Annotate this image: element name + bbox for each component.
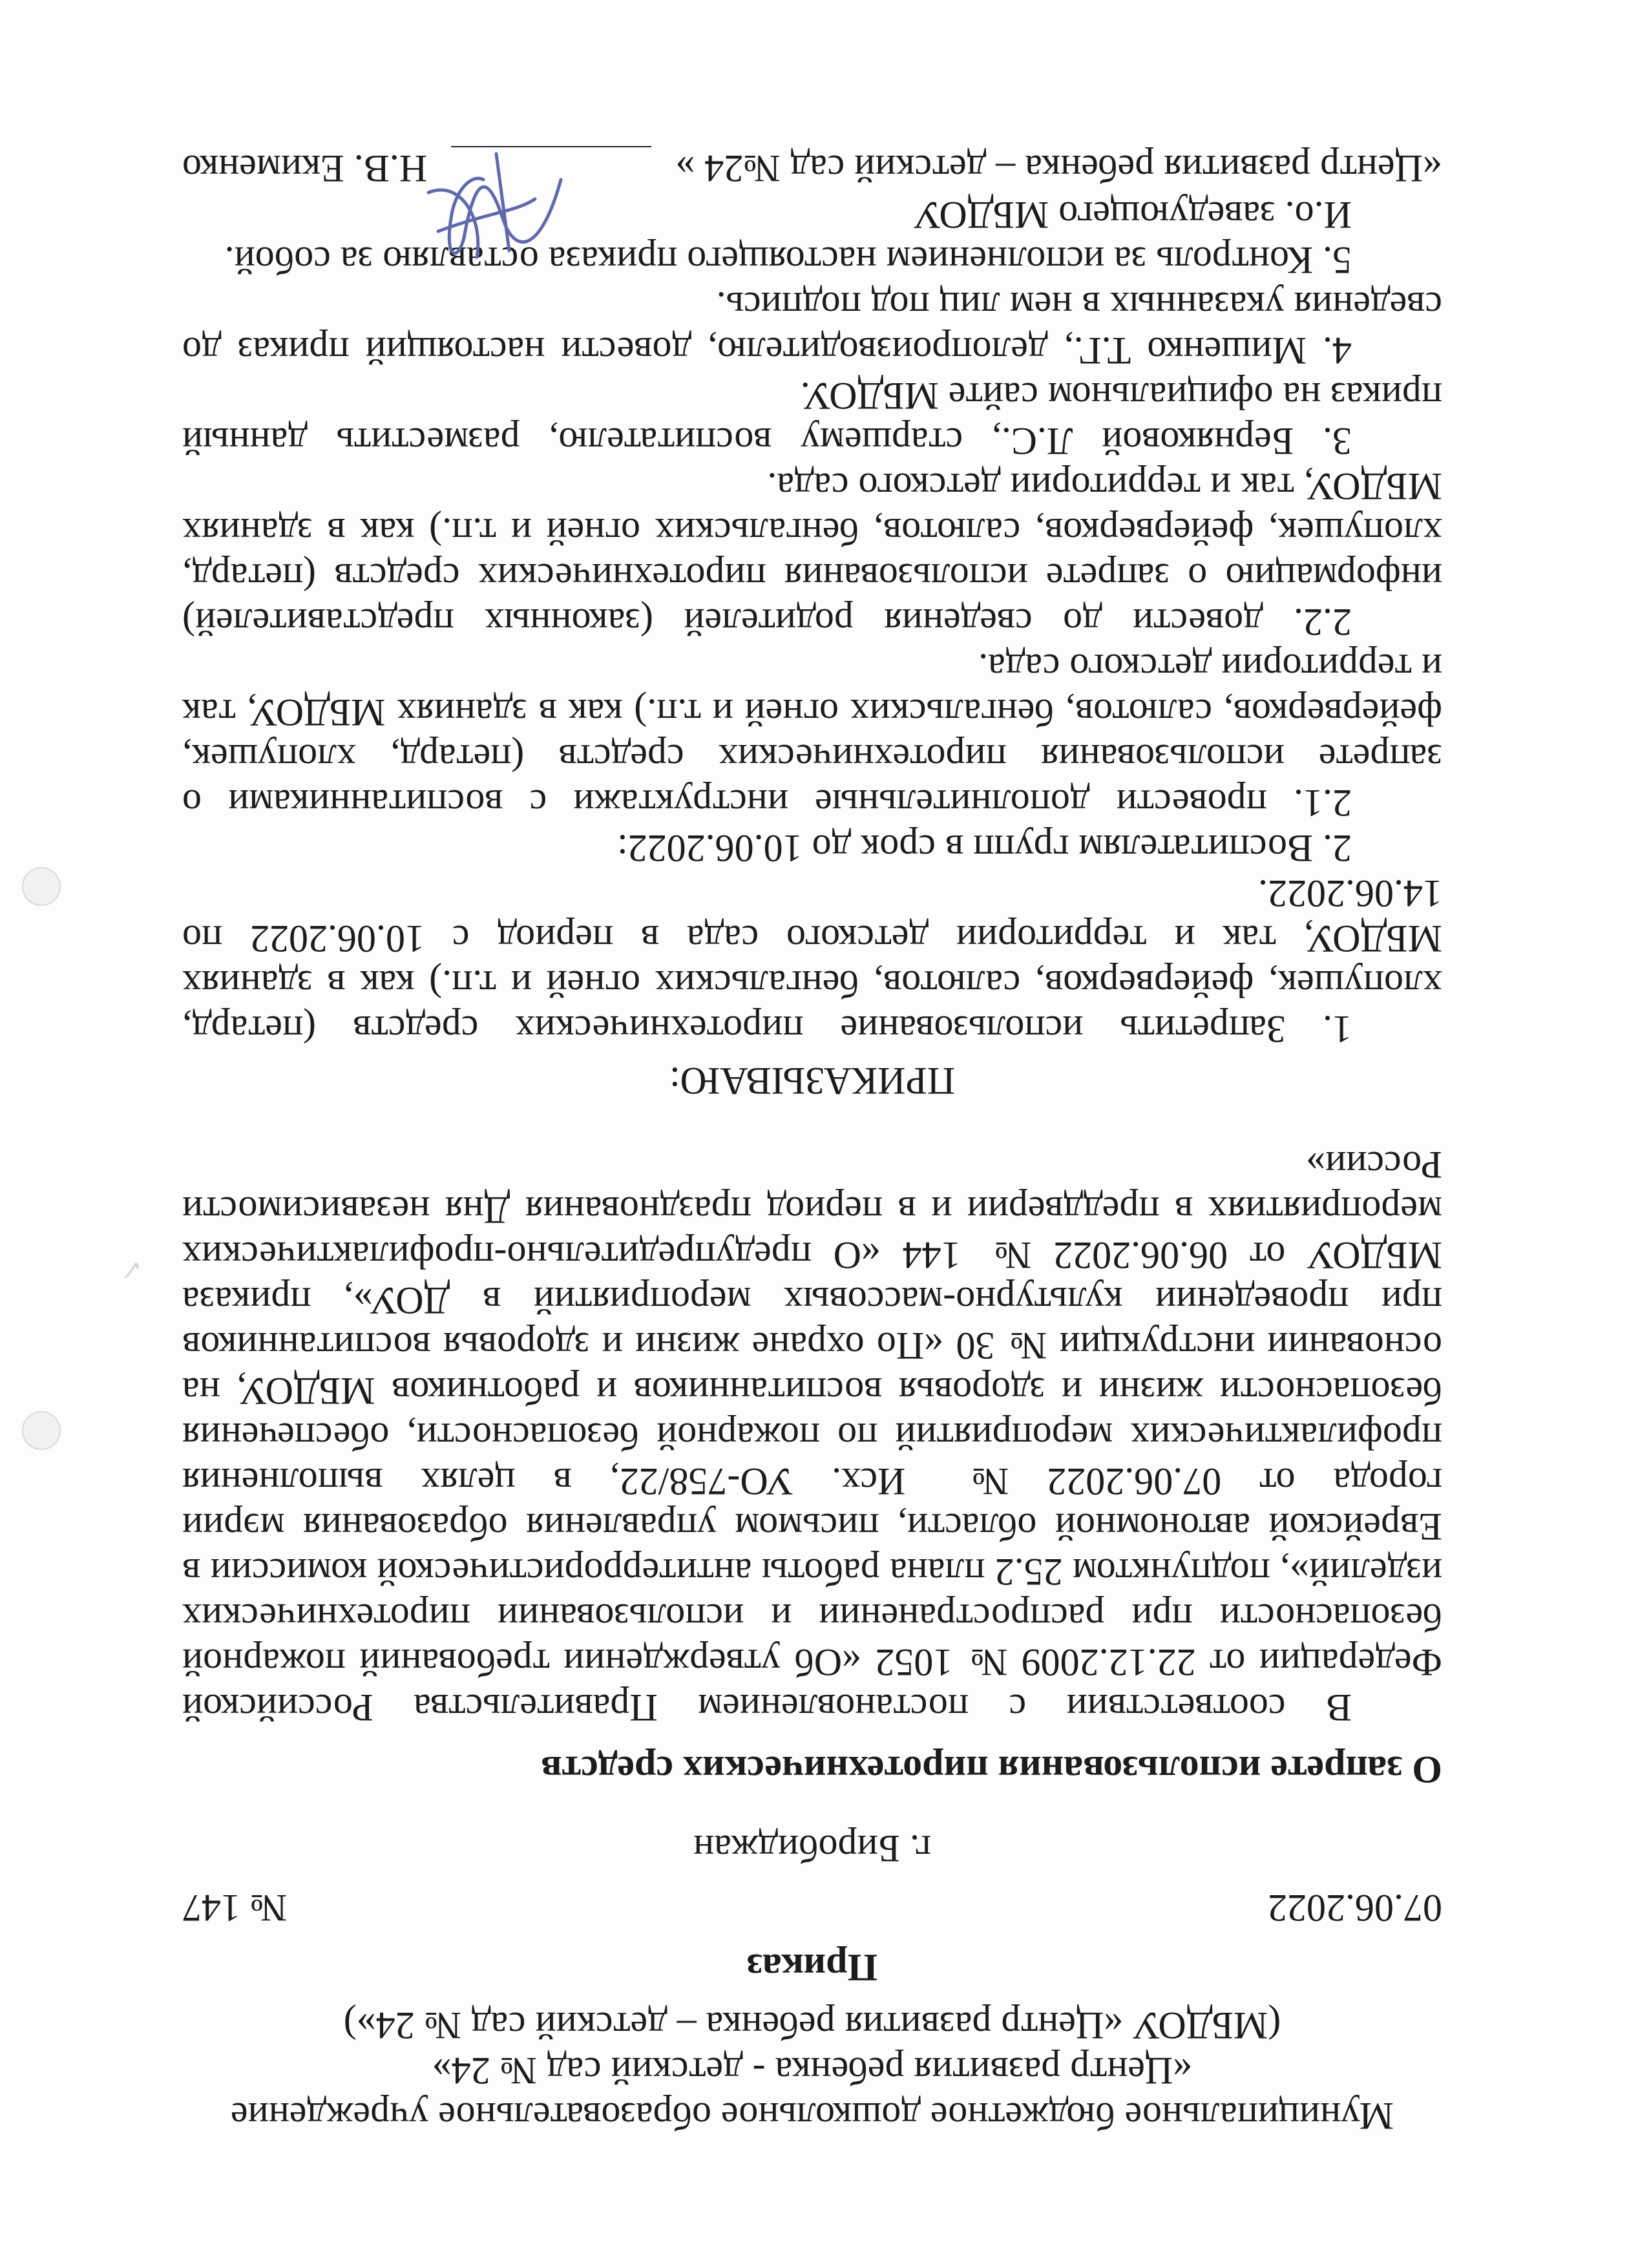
signatory-title: И.о. заведующего МБДОУ [914,194,1352,236]
order-item-3: 3. Берняковой Л.С., старшему воспитателю, разместить данный приказ на официальном сайте МБДОУ. [182,375,1442,463]
order-item-4: 4. Мишенко Т.Г., делопроизводителю, довести настоящий приказ до сведения указанных в нем лиц под подпись. [182,284,1442,372]
order-subject: О запрете использования пиротехнических средств [541,1748,1442,1791]
order-date: 07.06.2022 [1268,1887,1442,1929]
org-name-line-3: (МБДОУ «Центр развития ребенка – детский сад № 24») [343,2004,1281,2047]
date-number-row [182,1885,1442,1931]
org-name-line-1: Муниципальное бюджетное дошкольное образовательное учреждение [231,2095,1394,2137]
signatory-organization: «Центр развития ребенка – детский сад №24 » [675,147,1442,190]
punch-hole-top [22,1411,61,1450]
punch-hole-bottom [22,867,61,906]
order-item-2-2: 2.2. довести до сведения родителей (законных представителей) информацию о запрете использования пиротехнических средств (петард, хлопушек, фейерверков, салютов, бенгальских огней и т.п.) как в зданиях МБДОУ, так и территории детского сада. [182,465,1442,644]
handwritten-signature [419,141,574,277]
organization-header [182,2003,1442,2139]
order-item-1: 1. Запретить использование пиротехнических средств (петард, хлопушек, фейерверков, салютов, бенгальских огней и т.п.) как в зданиях МБДОУ, так и территории детского сада в период с 10.06.2022 по 14.06.2022. [182,872,1442,1051]
preamble-paragraph: В соответствии с постановлением Правительства Российской Федерации от 22.12.2009 № 1052 «Об утверждении требований пожарной безопасности при распространении и использовании пиротехнических изделий», подпунктом 25.2 плана работы антитеррористической комиссии в Еврейской автономной области, письмом управления образования мэрии города от 07.06.2022 № Исх. УО-758/22, в целях выполнения профилактических мероприятий по пожарной безопасности, обеспечения безопасности жизни и здоровья воспитанников и работников МБДОУ, на основании инструкции № 30 «По охране жизни и здоровья воспитанников при проведении культурно-массовых мероприятий в ДОУ», приказа МБДОУ от 06.06.2022 № 144 «О предупредительно-профилактических мероприятиях в преддверии и в период празднования Дня независимости России» [182,1144,1442,1729]
order-number: № 147 [182,1887,288,1929]
order-item-2: 2. Воспитателям групп в срок до 10.06.2022: [616,827,1352,870]
org-name-line-2: «Центр развития ребенка - детский сад № 24» [432,2050,1193,2092]
order-directive: ПРИКАЗЫВАЮ: [669,1060,956,1102]
signatory-name: Н.В. Екименко [182,147,428,190]
document-type: Приказ [746,1946,878,1989]
document-body [182,146,1442,2139]
signature-line [451,146,651,193]
signature-row [182,146,1442,193]
city: г. Биробиджан [693,1827,931,1870]
faint-margin-mark: ✓ [120,1254,143,1285]
order-item-2-1: 2.1. провести дополнительные инструктажи с воспитанниками о запрете использования пиротехнических средств (петард, хлопушек, фейерверков, салютов, бенгальских огней и т.п.) как в зданиях МБДОУ, так и территории детского сада. [182,646,1442,824]
order-item-5: 5. Контроль за исполнением настоящего приказа оставляю за собой. [224,239,1352,282]
signature-block [182,146,1442,238]
